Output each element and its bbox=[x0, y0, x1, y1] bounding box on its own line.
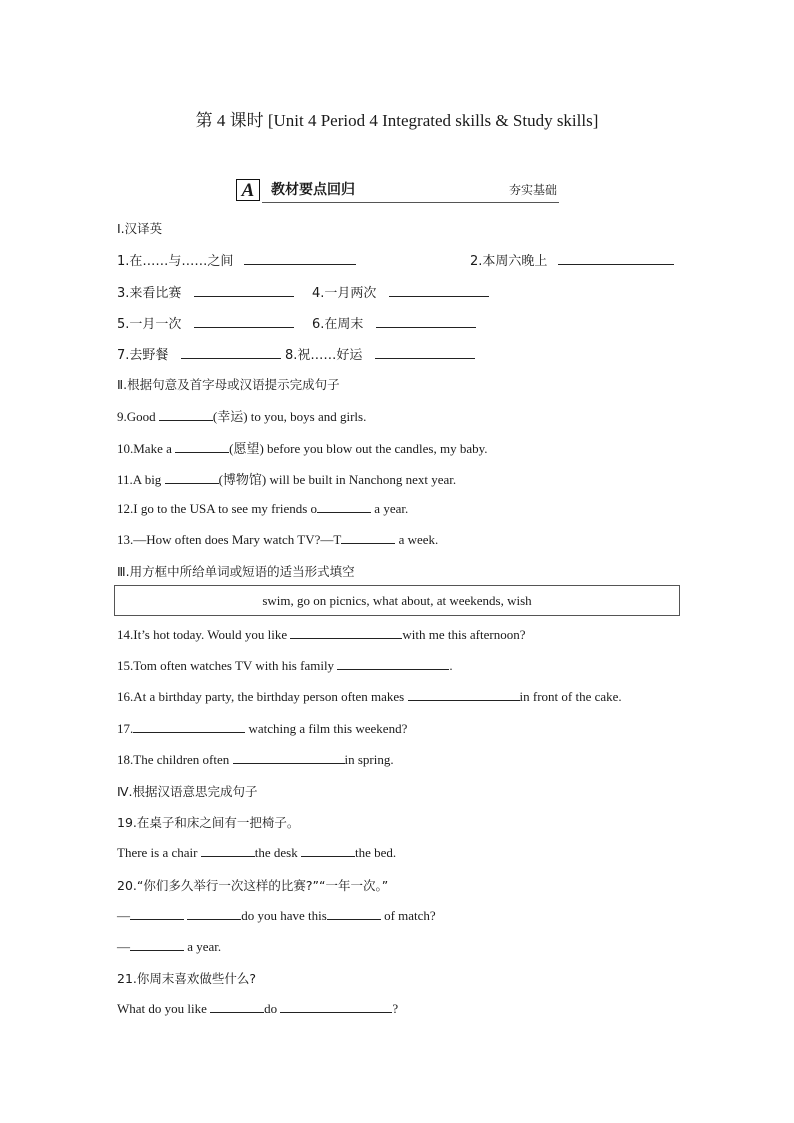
q12-text: 12.I go to the USA to see my friends o bbox=[117, 501, 318, 516]
q15-text: 15.Tom often watches TV with his family bbox=[117, 658, 338, 673]
question-11 bbox=[117, 469, 456, 488]
q19-text: There is a chair bbox=[117, 845, 201, 860]
answer-blank[interactable] bbox=[376, 315, 476, 328]
item-4 bbox=[312, 282, 489, 301]
answer-blank[interactable] bbox=[133, 720, 245, 733]
q19-text-mid: the desk bbox=[254, 845, 301, 860]
q16-text-end: in front of the cake. bbox=[519, 689, 622, 704]
word-bank-box: swim, go on picnics, what about, at weekends, wish bbox=[114, 585, 680, 616]
answer-blank[interactable] bbox=[280, 1000, 392, 1013]
q10-text-end: (愿望) before you blow out the candles, my baby. bbox=[229, 441, 488, 456]
answer-blank[interactable] bbox=[175, 440, 229, 453]
page-title: 第 4 课时 [Unit 4 Period 4 Integrated skills & Study skills] bbox=[195, 111, 599, 130]
q19-text-end: the bed. bbox=[354, 845, 397, 860]
item-2 bbox=[470, 250, 674, 269]
item-2-text: 2.本周六晚上 bbox=[470, 254, 548, 269]
question-18 bbox=[117, 751, 394, 768]
item-4-text: 4.一月两次 bbox=[312, 286, 377, 301]
q9-text: 9.Good bbox=[117, 409, 159, 424]
answer-blank[interactable] bbox=[408, 688, 520, 701]
answer-blank[interactable] bbox=[301, 844, 355, 857]
q15-text-end: . bbox=[449, 658, 453, 673]
q21-text-end: ? bbox=[392, 1001, 399, 1016]
item-6-text: 6.在周末 bbox=[312, 317, 364, 332]
item-8 bbox=[285, 344, 475, 363]
q21-text-mid: do bbox=[264, 1001, 281, 1016]
answer-blank[interactable] bbox=[337, 657, 449, 670]
question-14 bbox=[117, 626, 525, 643]
item-7 bbox=[117, 344, 281, 363]
banner-rule bbox=[262, 202, 559, 203]
question-19: 19.在桌子和床之间有一把椅子。 bbox=[117, 815, 300, 830]
banner-right-label: 夯实基础 bbox=[508, 183, 557, 197]
answer-blank[interactable] bbox=[558, 252, 674, 265]
item-1-text: 1.在……与……之间 bbox=[117, 254, 234, 269]
answer-blank[interactable] bbox=[389, 284, 489, 297]
question-12 bbox=[117, 500, 408, 517]
q9-text-end: (幸运) to you, boys and girls. bbox=[212, 409, 367, 424]
question-15 bbox=[117, 657, 453, 674]
answer-blank[interactable] bbox=[233, 751, 345, 764]
q16-text: 16.At a birthday party, the birthday person often makes bbox=[117, 689, 408, 704]
q20-text-end-2: a year. bbox=[184, 939, 222, 954]
q12-text-end: a year. bbox=[371, 501, 409, 516]
item-7-text: 7.去野餐 bbox=[117, 348, 169, 363]
question-20-answer-2 bbox=[117, 938, 221, 955]
question-17 bbox=[117, 720, 407, 737]
answer-blank[interactable] bbox=[375, 346, 475, 359]
answer-blank[interactable] bbox=[130, 907, 184, 920]
section3-heading: Ⅲ.用方框中所给单词或短语的适当形式填空 bbox=[117, 564, 355, 579]
q13-text-end: a week. bbox=[395, 532, 439, 547]
q14-text-end: with me this afternoon? bbox=[402, 627, 526, 642]
question-13 bbox=[117, 531, 438, 548]
q14-text: 14.It’s hot today. Would you like bbox=[117, 627, 291, 642]
section2-heading: Ⅱ.根据句意及首字母或汉语提示完成句子 bbox=[117, 377, 340, 392]
question-9 bbox=[117, 406, 366, 425]
answer-blank[interactable] bbox=[201, 844, 255, 857]
q17-text: 17. bbox=[117, 721, 134, 736]
item-3 bbox=[117, 282, 294, 301]
question-20-answer-1 bbox=[117, 907, 436, 924]
item-5-text: 5.一月一次 bbox=[117, 317, 182, 332]
q17-text-end: watching a film this weekend? bbox=[245, 721, 408, 736]
item-6 bbox=[312, 313, 476, 332]
q13-text: 13.—How often does Mary watch TV?—T bbox=[117, 532, 342, 547]
answer-blank[interactable] bbox=[165, 471, 219, 484]
item-8-text: 8.祝……好运 bbox=[285, 348, 363, 363]
answer-blank[interactable] bbox=[187, 907, 241, 920]
question-21: 21.你周末喜欢做些什么? bbox=[117, 971, 257, 986]
section1-heading: Ⅰ.汉译英 bbox=[117, 221, 163, 236]
q20-text-mid: do you have this bbox=[241, 908, 327, 923]
answer-blank[interactable] bbox=[244, 252, 356, 265]
answer-blank[interactable] bbox=[159, 408, 213, 421]
answer-blank[interactable] bbox=[210, 1000, 264, 1013]
banner-label: 教材要点回归 bbox=[271, 182, 355, 198]
answer-blank[interactable] bbox=[181, 346, 281, 359]
answer-blank[interactable] bbox=[290, 626, 402, 639]
question-19-answer bbox=[117, 844, 396, 861]
q10-text: 10.Make a bbox=[117, 441, 176, 456]
question-10 bbox=[117, 438, 488, 457]
q18-text-end: in spring. bbox=[344, 752, 394, 767]
q20-dash: — bbox=[117, 908, 130, 923]
answer-blank[interactable] bbox=[194, 315, 294, 328]
q11-text-end: (博物馆) will be built in Nanchong next year. bbox=[218, 472, 457, 487]
answer-blank[interactable] bbox=[327, 907, 381, 920]
q21-text: What do you like bbox=[117, 1001, 211, 1016]
q11-text: 11.A big bbox=[117, 472, 165, 487]
answer-blank[interactable] bbox=[317, 500, 371, 513]
banner-badge: A bbox=[236, 179, 260, 201]
answer-blank[interactable] bbox=[130, 938, 184, 951]
q20-dash-2: — bbox=[117, 939, 130, 954]
section-banner bbox=[234, 177, 559, 203]
section4-heading: Ⅳ.根据汉语意思完成句子 bbox=[117, 784, 258, 799]
question-20: 20.“你们多久举行一次这样的比赛?”“一年一次。” bbox=[117, 878, 389, 893]
question-16 bbox=[117, 688, 622, 705]
item-5 bbox=[117, 313, 294, 332]
q20-text-end: of match? bbox=[380, 908, 436, 923]
question-21-answer bbox=[117, 1000, 398, 1017]
q18-text: 18.The children often bbox=[117, 752, 233, 767]
item-3-text: 3.来看比赛 bbox=[117, 286, 182, 301]
item-1 bbox=[117, 250, 356, 269]
answer-blank[interactable] bbox=[341, 531, 395, 544]
answer-blank[interactable] bbox=[194, 284, 294, 297]
